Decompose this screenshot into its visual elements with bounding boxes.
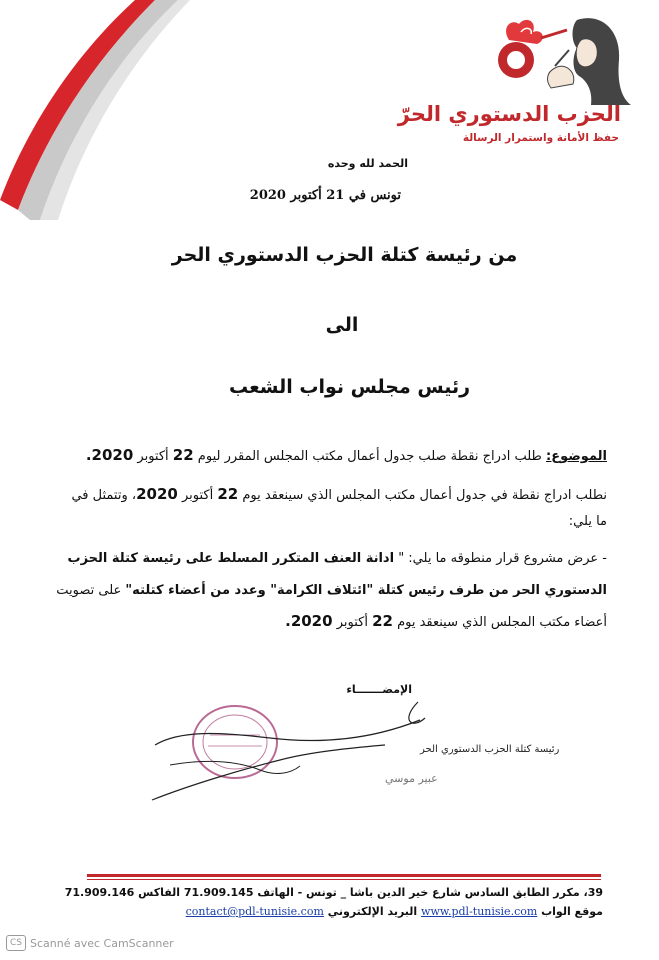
request-line-1 — [71, 485, 607, 503]
item-month: أكتوبر — [332, 615, 373, 630]
camscanner-text: Scanné avec CamScanner — [30, 936, 174, 950]
signature-stamp — [150, 700, 560, 815]
date-line: تونس في 21 أكتوبر 2020 — [249, 188, 401, 203]
camscanner-icon: CS — [6, 935, 26, 951]
to-heading: الى — [325, 314, 359, 336]
sender-heading: من رئيسة كتلة الحزب الدستوري الحر — [171, 244, 518, 266]
website-label: موقع الواب — [537, 905, 603, 918]
signature-label: الإمضـــــــاء — [346, 683, 412, 696]
party-logo — [397, 10, 629, 145]
item-day: 22 — [372, 612, 393, 630]
item-resolution-body: الدستوري الحر من طرف رئيس كتلة "ائتلاف الكرامة" وعدد من أعضاء كتلته" — [125, 583, 607, 598]
item-line-3 — [285, 612, 607, 630]
footer-contacts — [186, 905, 603, 918]
request-month: أكتوبر — [177, 488, 218, 503]
svg-text:عبير موسي: عبير موسي — [385, 772, 438, 785]
basmala-line: الحمد لله وحده — [327, 157, 408, 170]
subject-label: الموضوع: — [546, 449, 607, 464]
camscanner-watermark — [6, 935, 174, 951]
footer-rule-thin — [87, 879, 601, 880]
footer-address: 39، مكرر الطابق السادس شارع خير الدين باشا _ تونس - الهاتف 71.909.145 الفاكس 71.909.146 — [64, 886, 603, 899]
email-link[interactable]: contact@pdl-tunisie.com — [185, 905, 324, 918]
party-name: الحزب الدستوري الحرّ — [397, 102, 621, 126]
footer-rule — [87, 874, 601, 877]
item-vote-text: على تصويت — [56, 583, 126, 598]
item-intro: - عرض مشروع قرار منطوقه ما يلي: " — [394, 551, 607, 566]
subject-year: 2020. — [85, 446, 134, 464]
subject-text: طلب ادراج نقطة صلب جدول أعمال مكتب المجلس المقرر ليوم — [193, 449, 546, 464]
corner-swoosh-decoration — [0, 0, 200, 220]
request-tail: ، وتتمثل في — [71, 488, 137, 503]
item-year: 2020. — [285, 612, 333, 630]
email-label: البريد الإلكتروني — [323, 905, 422, 918]
request-text: نطلب ادراج نقطة في جدول أعمال مكتب المجلس الذي سينعقد يوم — [238, 488, 607, 503]
subject-month: أكتوبر — [133, 449, 173, 464]
website-link[interactable]: www.pdl-tunisie.com — [421, 905, 538, 918]
item-resolution-title: ادانة العنف المتكرر المسلط على رئيسة كتلة الحزب — [67, 551, 395, 566]
party-tagline: حفظ الأمانة واستمرار الرسالة — [462, 132, 619, 144]
party-logo-woman-with-flame-icon — [481, 10, 631, 105]
request-line-2: ما يلي: — [568, 514, 607, 529]
request-day: 22 — [217, 485, 239, 503]
subject-day: 22 — [172, 446, 194, 464]
item-line-2 — [56, 583, 607, 598]
request-year: 2020 — [136, 485, 178, 503]
item-meeting-text: أعضاء مكتب المجلس الذي سينعقد يوم — [392, 615, 607, 630]
subject-line — [86, 446, 607, 464]
addressee-heading: رئيس مجلس نواب الشعب — [228, 376, 471, 398]
item-line-1 — [68, 551, 607, 566]
svg-text:رئيسة كتلة الحزب الدستوري الحر: رئيسة كتلة الحزب الدستوري الحر — [420, 744, 560, 755]
